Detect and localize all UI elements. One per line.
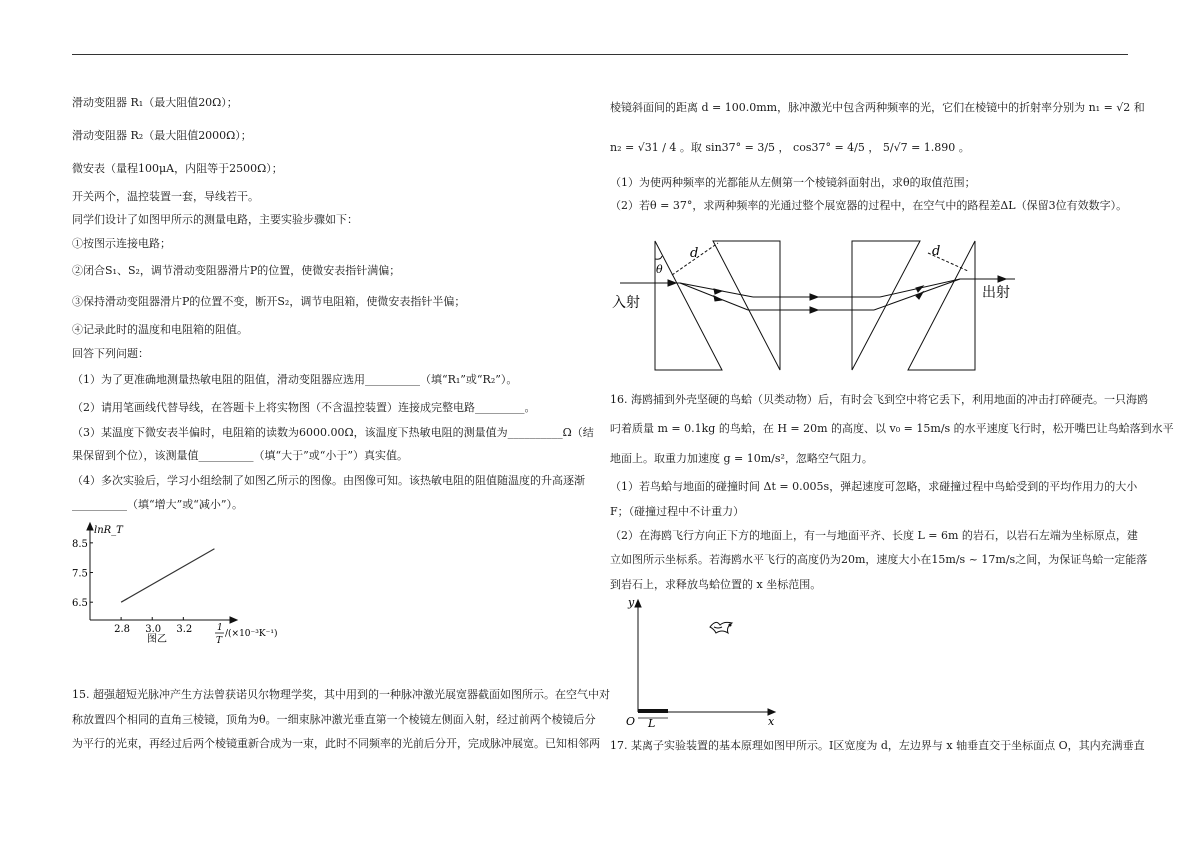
prism-2 [713,241,780,370]
q15-line: 称放置四个相同的直角三棱镜，顶角为θ。一细束脉冲激光垂直第一个棱镜左侧面入射，经过前两个棱镜后分 [72,713,596,726]
beam-arrow-icon [810,307,818,313]
y-tick-label: 6.5 [72,598,88,610]
text-line: 果保留到个位），该测量值__________（填“大于”或“小于”）真实值。 [72,449,408,462]
label-d-right: d [932,244,941,259]
text-line: __________（填“增大”或“减小”）。 [72,498,243,511]
x-tick-label: 2.8 [114,624,131,635]
label-l: L [648,717,656,727]
text-line: 滑动变阻器 R₂（最大阻值2000Ω）； [72,129,252,142]
text-line: （2）请用笔画线代替导线，在答题卡上将实物图（不含温控装置）连接成完整电路_________。 [72,401,536,414]
q16-line: （1）若鸟蛤与地面的碰撞时间 Δt = 0.005s，弹起速度可忽略，求碰撞过程中鸟蛤受到的平均作用力的大小 [610,480,1138,493]
graph-caption: 图乙 [147,634,167,645]
label-exit: 出射 [982,285,1010,301]
text-line: 滑动变阻器 R₁（最大阻值20Ω）； [72,96,238,109]
y-axis-arrow-icon [87,523,93,530]
q16-line: F；（碰撞过程中不计重力） [610,505,745,518]
x-label-unit: /(×10⁻³K⁻¹) [225,629,278,639]
y-axis-label: lnR_T [94,525,123,536]
prism-diagram [610,233,1030,373]
q16-line: 到岩石上，求释放鸟蛤位置的 x 坐标范围。 [610,578,822,591]
rock [638,709,668,713]
text-line: （4）多次实验后，学习小组绘制了如图乙所示的图像。由图像可知。该热敏电阻的阻值随温度的升高逐渐 [72,474,585,487]
prism-1 [655,241,722,370]
text-line: ④记录此时的温度和电阻箱的阻值。 [72,323,248,336]
q17-line: 17. 某离子实验装置的基本原理如图甲所示。Ⅰ区宽度为 d，左边界与 x 轴垂直交于坐标面点 O，其内充满垂直 [610,739,1145,752]
prism-4 [908,241,975,370]
q16-line: 16. 海鸥捕到外壳坚硬的鸟蛤（贝类动物）后，有时会飞到空中将它丢下，利用地面的冲击打碎硬壳。一只海鸥 [610,393,1148,406]
q16-line: （2）在海鸥飞行方向正下方的地面上，有一与地面平齐、长度 L = 6m 的岩石，以岩石左端为坐标原点，建 [610,529,1138,542]
label-y: y [628,597,635,609]
q15-line: 15. 超强超短光脉冲产生方法曾获诺贝尔物理学奖，其中用到的一种脉冲激光展宽器截面如图所示。在空气中对 [72,688,610,701]
y-tick-label: 8.5 [72,538,88,550]
x-label-num: 1 [217,623,223,633]
beam-arrow-icon [810,294,818,300]
q16-line: 立如图所示坐标系。若海鸥水平飞行的高度仍为20m，速度大小在15m/s ~ 17m/s之间，为保证鸟蛤一定能落 [610,553,1148,566]
text-line: n₂ = √31 / 4 。取 sin37° = 3/5 ， cos37° = 4/5 ， 5/√7 = 1.890 。 [610,141,970,154]
beam-arrow-icon [714,296,722,301]
ray-arrow-icon [668,280,676,286]
text-line: ③保持滑动变阻器滑片P的位置不变，断开S₂，调节电阻箱，使微安表指针半偏； [72,295,466,308]
x-axis-arrow-icon [230,617,237,623]
label-incident: 入射 [612,295,640,311]
text-line: ①按图示连接电路； [72,237,171,250]
text-line: （1）为使两种频率的光都能从左侧第一个棱镜斜面射出，求θ的取值范围； [610,176,976,189]
label-x: x [768,715,775,727]
text-line: 回答下列问题： [72,347,149,360]
q16-line: 叼着质量 m = 0.1kg 的鸟蛤，在 H = 20m 的高度、以 v₀ = 15m/s 的水平速度飞行时，松开嘴巴让鸟蛤落到水平 [610,422,1174,435]
ray-arrow-icon [998,276,1006,282]
text-line: （1）为了更准确地测量热敏电阻的阻值，滑动变阻器应选用__________（填“R₁”或“R₂”）。 [72,373,518,386]
label-theta: θ [656,263,663,276]
theta-arc [655,256,662,259]
label-d-left: d [690,246,699,261]
text-line: 同学们设计了如图甲所示的测量电路，主要实验步骤如下： [72,213,358,226]
y-axis-arrow-icon [635,600,641,607]
beam-arrow-icon [916,292,923,299]
x-label-den: T [216,636,223,646]
y-tick-label: 7.5 [72,568,88,580]
x-tick-label: 3.0 [145,624,162,635]
beam-arrow-icon [916,286,923,292]
coordinate-diagram [610,597,790,727]
x-tick-label: 3.2 [176,624,193,635]
q15-line: 为平行的光束，再经过后两个棱镜重新合成为一束，此时不同频率的光前后分开，完成脉冲展宽。已知相邻两 [72,737,600,750]
text-line: ②闭合S₁、S₂，调节滑动变阻器滑片P的位置，使微安表指针满偏； [72,264,401,277]
header-rule [72,54,1128,55]
seagull-icon [710,622,732,633]
q16-line: 地面上。取重力加速度 g = 10m/s²，忽略空气阻力。 [610,452,873,465]
series-line [121,549,214,602]
text-line: 微安表（量程100μA，内阻等于2500Ω）； [72,162,283,175]
text-line: 棱镜斜面间的距离 d = 100.0mm，脉冲激光中包含两种频率的光，它们在棱镜中的折射率分别为 n₁ = √2 和 [610,101,1145,114]
text-line: 开关两个，温控装置一套，导线若干。 [72,190,259,203]
label-origin: O [626,715,636,727]
text-line: （3）某温度下微安表半偏时，电阻箱的读数为6000.00Ω，该温度下热敏电阻的测量值为__________Ω（结 [72,426,594,439]
graph-yi [72,520,312,655]
text-line: （2）若θ = 37°，求两种频率的光通过整个展宽器的过程中，在空气中的路程差ΔL（保留3位有效数字）。 [610,199,1128,212]
beam-arrow-icon [714,289,722,294]
